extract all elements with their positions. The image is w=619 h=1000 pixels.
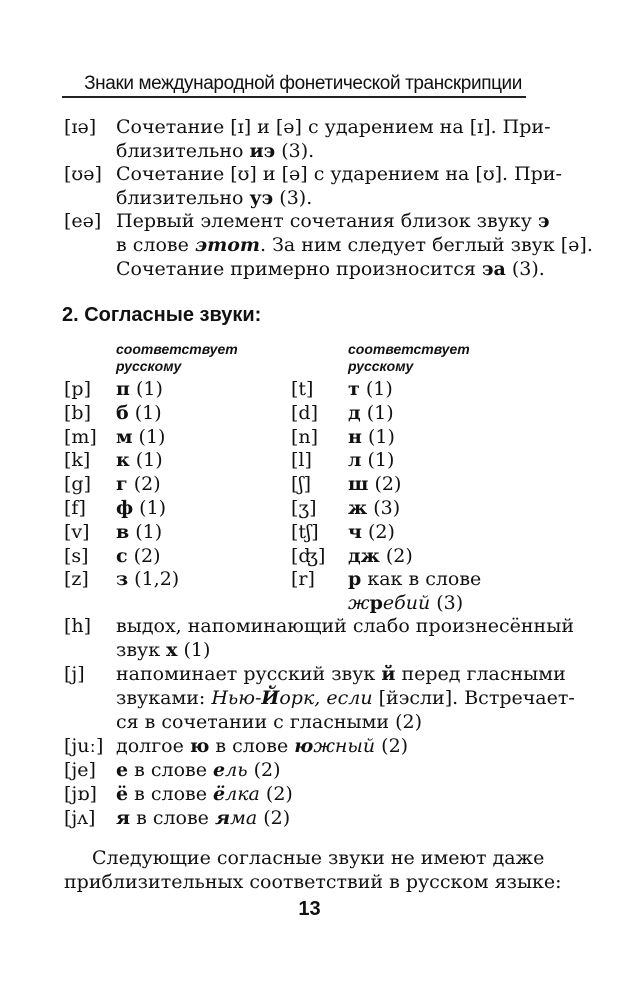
russian-letter: п <box>116 378 130 400</box>
text-run: Сочетание примерно произносится <box>116 258 482 280</box>
russian-equivalent <box>116 401 162 425</box>
text-run: э <box>538 210 550 232</box>
text-run: (2) <box>375 735 409 757</box>
ipa-symbol: [l] <box>291 449 312 472</box>
russian-equivalent <box>116 472 161 496</box>
text-run: лка <box>225 783 260 805</box>
text-run: этот <box>194 234 261 256</box>
text-run: в слове <box>128 759 213 781</box>
text-run: перед гласными <box>395 663 566 685</box>
ipa-symbol: [m] <box>64 425 97 448</box>
russian-letter: в <box>116 520 130 543</box>
usage-note: (1,2) <box>128 568 180 591</box>
russian-letter: дж <box>348 544 380 567</box>
column-header-line: русскому <box>116 358 182 374</box>
russian-equivalent <box>116 448 163 472</box>
text-run: в слове <box>128 783 213 805</box>
text-run: звуками: <box>116 687 212 709</box>
russian-letter: г <box>116 473 128 496</box>
text-run: ся в сочетании с гласными (2) <box>116 711 423 733</box>
usage-note: (2) <box>379 544 413 567</box>
usage-note: как в слове <box>361 568 482 591</box>
usage-note: (1) <box>360 401 394 424</box>
text-run: й <box>381 663 396 685</box>
russian-equivalent <box>348 472 401 496</box>
text-run: (2) <box>259 783 293 805</box>
ipa-symbol: [t] <box>291 378 314 400</box>
usage-note: (1) <box>359 378 393 400</box>
ipa-symbol: [z] <box>64 568 89 591</box>
russian-equivalent <box>116 520 162 544</box>
ipa-symbol: [jʌ] <box>64 807 96 829</box>
usage-note: (1) <box>361 425 395 448</box>
usage-note: (2) <box>127 544 161 567</box>
text-run: в слове <box>209 735 295 757</box>
ipa-symbol: [eə] <box>64 210 102 232</box>
russian-letter: т <box>348 378 360 400</box>
ipa-symbol: [g] <box>64 473 91 496</box>
ipa-symbol: [je] <box>64 759 96 781</box>
page-number: 13 <box>298 898 321 920</box>
ipa-symbol: [jɒ] <box>64 783 97 805</box>
text-run: [йэсли]. Встречает- <box>372 687 575 709</box>
russian-equivalent <box>348 425 395 449</box>
text-run: жный <box>313 735 376 757</box>
entry-line <box>116 162 562 186</box>
usage-note: (3) <box>367 497 401 519</box>
column-header-line: соответствует <box>348 341 470 357</box>
ipa-symbol: [tʃ] <box>291 520 319 543</box>
russian-equivalent <box>116 377 163 401</box>
text-run: иэ <box>249 140 276 162</box>
ipa-symbol: [r] <box>291 568 315 591</box>
ipa-symbol: [s] <box>64 544 89 567</box>
closing-line: Следующие согласные звуки не имеют даже <box>92 847 545 869</box>
closing-line: приблизительных соответствий в русском языке: <box>64 871 562 893</box>
entry-line <box>116 806 290 830</box>
usage-note: (1) <box>133 497 167 519</box>
column-header-line: соответствует <box>116 341 238 357</box>
text-run: Й <box>261 687 280 709</box>
ipa-symbol: [d] <box>291 401 318 424</box>
russian-letter: б <box>116 401 129 424</box>
russian-letter: м <box>116 425 133 448</box>
usage-note: (2) <box>361 520 395 543</box>
entry-line <box>116 257 545 281</box>
ipa-symbol: [v] <box>64 520 90 543</box>
text-run: (1) <box>177 639 211 661</box>
text-run: звук <box>116 639 167 661</box>
russian-equivalent <box>348 496 400 520</box>
usage-note: (1) <box>132 425 166 448</box>
ipa-symbol: [b] <box>64 401 91 424</box>
text-run: Сочетание [ʊ] и [ə] с ударением на [ʊ]. При- <box>116 163 562 185</box>
entry-line <box>116 686 575 710</box>
russian-equivalent <box>116 567 179 591</box>
running-header <box>62 70 526 98</box>
text-run: р <box>369 592 383 614</box>
text-run: выдох, напоминающий слабо произнесённый <box>116 615 575 637</box>
usage-note: (2) <box>127 473 161 496</box>
usage-note: (2) <box>368 473 402 496</box>
russian-letter: з <box>116 568 129 591</box>
text-run: в слове <box>130 807 215 829</box>
ipa-symbol: [k] <box>64 449 91 472</box>
ipa-symbol: [juː] <box>64 735 104 757</box>
text-run: ебий <box>382 592 431 614</box>
usage-note: (1) <box>361 449 395 472</box>
entry-line <box>116 662 566 686</box>
russian-letter: ф <box>116 497 134 519</box>
entry-line <box>116 710 422 734</box>
russian-letter: н <box>348 425 362 448</box>
column-header-right <box>348 341 470 375</box>
entry-line <box>116 209 550 233</box>
russian-letter: ш <box>348 473 369 496</box>
text-run: ль <box>225 759 248 781</box>
entry-line <box>116 638 210 662</box>
text-run: ё <box>213 783 226 805</box>
text-run: в слове <box>116 234 195 256</box>
text-run: (3). <box>505 258 545 280</box>
text-run: ж <box>348 592 370 614</box>
russian-equivalent <box>348 520 395 544</box>
russian-equivalent <box>116 496 166 520</box>
entry-line <box>116 734 408 758</box>
entry-line <box>116 186 312 210</box>
russian-equivalent <box>116 544 161 568</box>
text-run: е <box>213 759 226 781</box>
text-run: долгое <box>116 735 190 757</box>
ipa-symbol: [ʤ] <box>291 544 326 567</box>
ipa-symbol: [ʃ] <box>291 473 311 496</box>
entry-line <box>116 758 281 782</box>
text-run: (2) <box>247 759 281 781</box>
usage-note: (1) <box>128 401 162 424</box>
ipa-symbol: [ʊə] <box>64 163 102 185</box>
text-run: ю <box>294 735 314 757</box>
russian-equivalent <box>348 567 481 591</box>
text-run: эа <box>481 258 506 280</box>
russian-letter: ж <box>348 497 368 519</box>
russian-letter: л <box>348 449 362 472</box>
russian-letter: д <box>348 401 361 424</box>
text-run: орк, если <box>279 687 373 709</box>
text-run: (2) <box>257 807 291 829</box>
text-run: ма <box>230 807 258 829</box>
russian-equivalent <box>348 544 413 568</box>
text-run: напоминает русский звук <box>116 663 382 685</box>
russian-letter: с <box>116 544 128 567</box>
text-run: ю <box>189 735 210 757</box>
column-header-left <box>116 341 238 375</box>
russian-equivalent <box>348 448 394 472</box>
entry-line <box>116 782 293 806</box>
text-run: (3). <box>273 187 313 209</box>
text-run: уэ <box>249 187 274 209</box>
usage-note: (1) <box>129 378 163 400</box>
ipa-symbol: [ʒ] <box>291 497 317 519</box>
text-run: близительно <box>116 140 250 162</box>
text-run: близительно <box>116 187 250 209</box>
text-run: ё <box>116 783 129 805</box>
section-title: 2. Согласные звуки: <box>62 304 262 326</box>
ipa-symbol: [h] <box>64 615 92 637</box>
entry-line <box>348 591 463 615</box>
entry-line <box>116 115 551 139</box>
column-header-line: русскому <box>348 358 414 374</box>
ipa-symbol: [j] <box>64 663 85 685</box>
entry-line <box>116 614 575 638</box>
text-run: е <box>116 759 129 781</box>
text-run: . За ним следует беглый звук [ə]. <box>260 234 593 256</box>
russian-equivalent <box>348 377 393 401</box>
text-run: я <box>214 807 231 829</box>
text-run: Первый элемент сочетания близок звуку <box>116 210 538 232</box>
russian-letter: р <box>348 568 362 591</box>
text-run: Сочетание [ɪ] и [ə] с ударением на [ɪ]. При- <box>116 116 551 138</box>
header-title: Знаки международной фонетической транскрипции <box>84 73 522 94</box>
text-run: Нью- <box>211 687 262 709</box>
russian-letter: к <box>116 449 130 472</box>
russian-equivalent <box>348 401 394 425</box>
ipa-symbol: [ɪə] <box>64 116 97 138</box>
ipa-symbol: [n] <box>291 425 319 448</box>
usage-note: (1) <box>129 449 163 472</box>
entry-line <box>116 233 593 257</box>
text-run: (3) <box>430 592 464 614</box>
entry-line <box>116 139 314 163</box>
text-run: (3). <box>275 140 315 162</box>
ipa-symbol: [p] <box>64 378 91 400</box>
text-run: х <box>166 639 178 661</box>
russian-equivalent <box>116 425 165 449</box>
ipa-symbol: [f] <box>64 497 86 519</box>
text-run: я <box>116 807 131 829</box>
usage-note: (1) <box>129 520 163 543</box>
russian-letter: ч <box>348 520 362 543</box>
